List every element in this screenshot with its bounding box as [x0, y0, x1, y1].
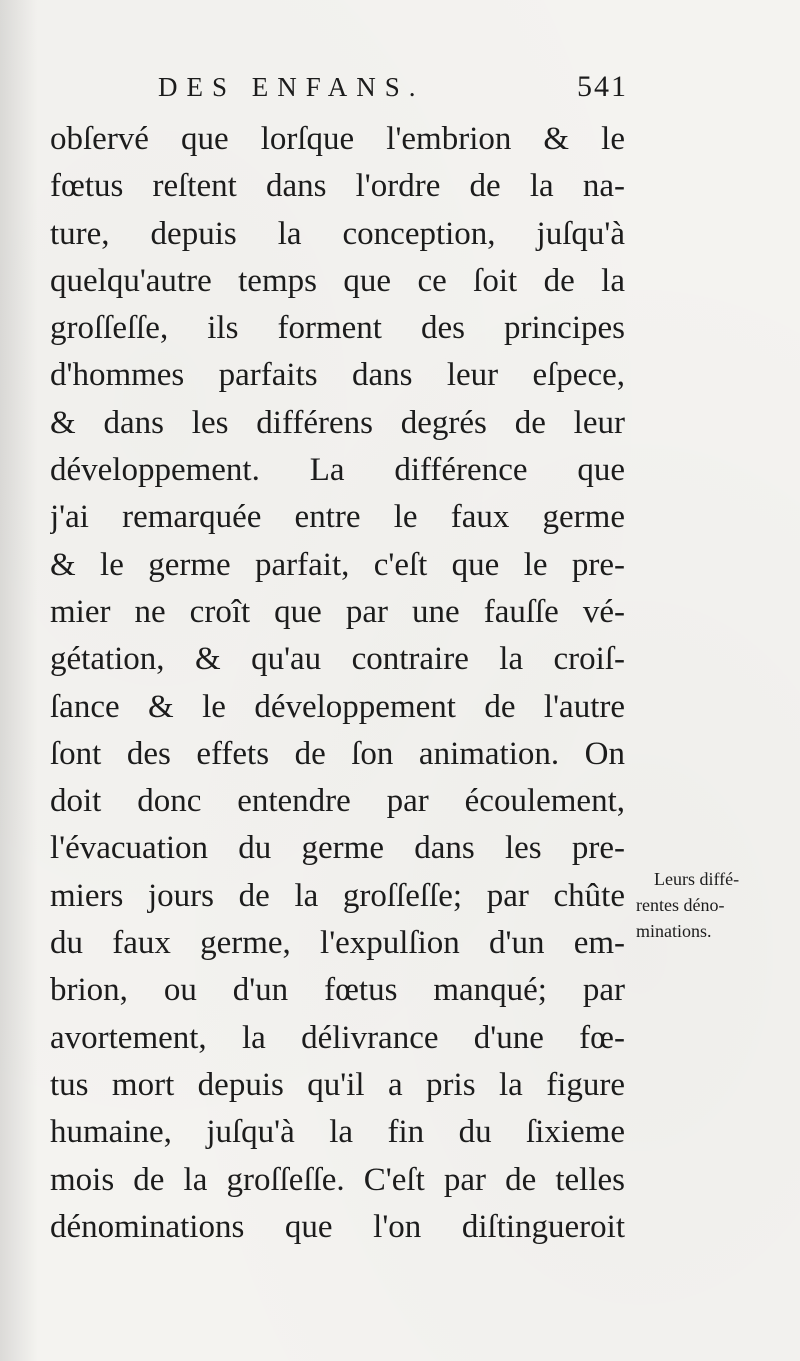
- text-line: fœtus reſtent dans l'ordre de la na-: [50, 168, 625, 205]
- marginal-note: [636, 866, 786, 944]
- gutter-shadow: [0, 0, 38, 1361]
- text-line: miers jours de la groſſeſſe; par chûte: [50, 877, 625, 914]
- text-line: tus mort depuis qu'il a pris la figure: [50, 1066, 625, 1103]
- text-line: ſont des effets de ſon animation. On: [50, 735, 625, 772]
- text-line: ſance & le développement de l'autre: [50, 688, 625, 725]
- text-line: quelqu'autre temps que ce ſoit de la: [50, 262, 625, 299]
- text-line: l'évacuation du germe dans les pre-: [50, 830, 625, 867]
- text-line: groſſeſſe, ils forment des principes: [50, 310, 625, 347]
- running-title: DES ENFANS.: [158, 72, 425, 102]
- running-head: [150, 66, 630, 110]
- text-line: d'hommes parfaits dans leur eſpece,: [50, 357, 625, 394]
- text-line: obſervé que lorſque l'embrion & le: [50, 121, 625, 157]
- text-line: doit donc entendre par écoulement,: [50, 783, 625, 820]
- text-line: & le germe parfait, c'eſt que le pre-: [50, 546, 625, 583]
- text-line: mier ne croît que par une fauſſe vé-: [50, 593, 625, 630]
- marginal-note-line: minations.: [636, 921, 712, 941]
- text-line: brion, ou d'un fœtus manqué; par: [50, 972, 625, 1009]
- marginal-note-line: Leurs diffé-: [654, 869, 740, 889]
- page-number: 541: [577, 70, 628, 103]
- text-line: humaine, juſqu'à la fin du ſixieme: [50, 1114, 625, 1151]
- text-line: & dans les différens degrés de leur: [50, 404, 625, 441]
- marginal-note-line: rentes déno-: [636, 895, 725, 915]
- body-text: [50, 116, 625, 1251]
- text-line: dénominations que l'on diſtingueroit: [50, 1208, 625, 1245]
- text-line: gétation, & qu'au contraire la croiſ-: [50, 641, 625, 678]
- text-line: développement. La différence que: [50, 452, 625, 489]
- text-line: du faux germe, l'expulſion d'un em-: [50, 925, 625, 962]
- text-line: j'ai remarquée entre le faux germe: [50, 499, 625, 536]
- text-line: ture, depuis la conception, juſqu'à: [50, 215, 625, 252]
- text-line: avortement, la délivrance d'une fœ-: [50, 1019, 625, 1056]
- text-line: mois de la groſſeſſe. C'eſt par de telles: [50, 1161, 625, 1198]
